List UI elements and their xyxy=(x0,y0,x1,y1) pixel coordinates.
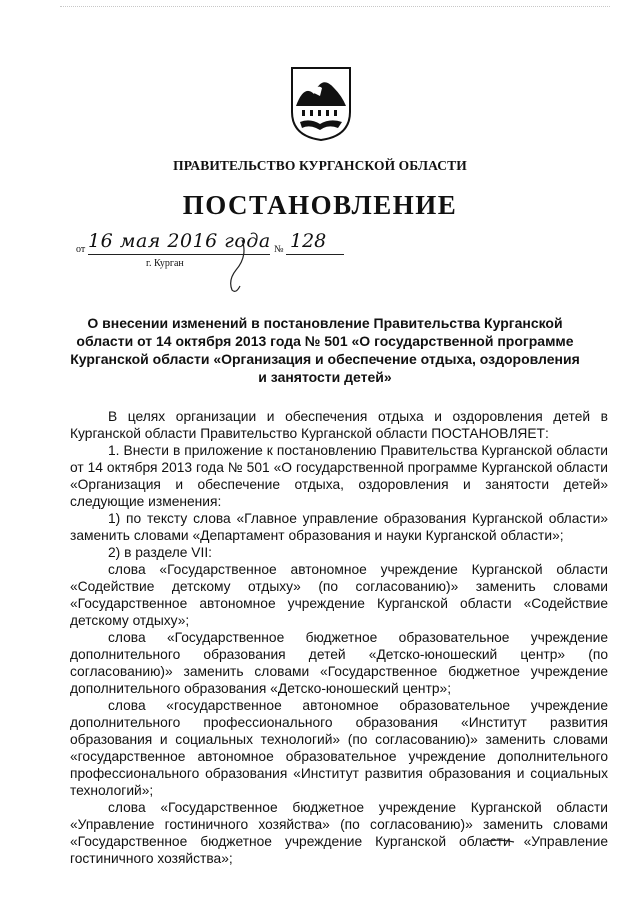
page-continuation-mark xyxy=(486,838,516,844)
document-city: г. Курган xyxy=(146,258,184,269)
document-number: 128 xyxy=(290,230,327,252)
paragraph: слова «Государственное бюджетное учреждение Курганской области «Управление гостиничного хозяйства» (по согласованию)» заменить словами «Государственное бюджетное учреждение Курганской области «Управление гостиничного хозяйства»; xyxy=(70,800,608,866)
paragraph: слова «Государственное бюджетное образовательное учреждение дополнительного образования детей «Детско-юношеский центр» (по согласованию)» заменить словами «Государственное бюджетное учреждение дополнительного образования «Детско-юношеский центр»; xyxy=(70,630,608,696)
paragraph: 1) по тексту слова «Главное управление образования Курганской области» заменить словами «Департамент образования и науки Курганской области»; xyxy=(70,511,608,543)
number-label: № xyxy=(274,244,284,255)
handwritten-stroke xyxy=(222,236,252,296)
government-name: ПРАВИТЕЛЬСТВО КУРГАНСКОЙ ОБЛАСТИ xyxy=(173,158,467,173)
paragraph: 1. Внести в приложение к постановлению Правительства Курганской области от 14 октября 2013 года № 501 «О государственной программе Курганской области «Организация и обеспечение отдыха, оздоровления и занятости детей» следующие изменения: xyxy=(70,443,608,509)
document-body xyxy=(70,408,608,867)
document-date: 16 мая 2016 года xyxy=(88,230,271,252)
paragraph: слова «Государственное автономное учреждение Курганской области «Содействие детскому отдыху» (по согласованию)» заменить словами «Государственное автономное учреждение Курганской области «Содействие детскому отдыху»; xyxy=(70,562,608,628)
date-prefix: от xyxy=(76,244,86,255)
paragraph: В целях организации и обеспечения отдыха и оздоровления детей в Курганской области Правительство Курганской области ПОСТАНОВЛЯЕТ: xyxy=(70,409,608,441)
paragraph: слова «государственное автономное образовательное учреждение дополнительного профессионального образования «Институт развития образования и социальных технологий» (по согласованию)» заменить словами «государственное автономное образовательное учреждение дополнительного профессионального образования «Институт развития образования и социальных технологий»; xyxy=(70,698,608,798)
document-title: О внесении изменений в постановление Правительства Курганской области от 14 октября 2013 года № 501 «О государственной программе Курганской области «Организация и обеспечение отдыха, оздоровления и занятости детей» xyxy=(70,315,580,385)
document-type: ПОСТАНОВЛЕНИЕ xyxy=(182,190,458,220)
coat-of-arms-icon xyxy=(290,66,352,142)
paragraph: 2) в разделе VII: xyxy=(108,545,213,560)
scan-artifact xyxy=(60,6,610,9)
number-underline xyxy=(286,254,344,255)
